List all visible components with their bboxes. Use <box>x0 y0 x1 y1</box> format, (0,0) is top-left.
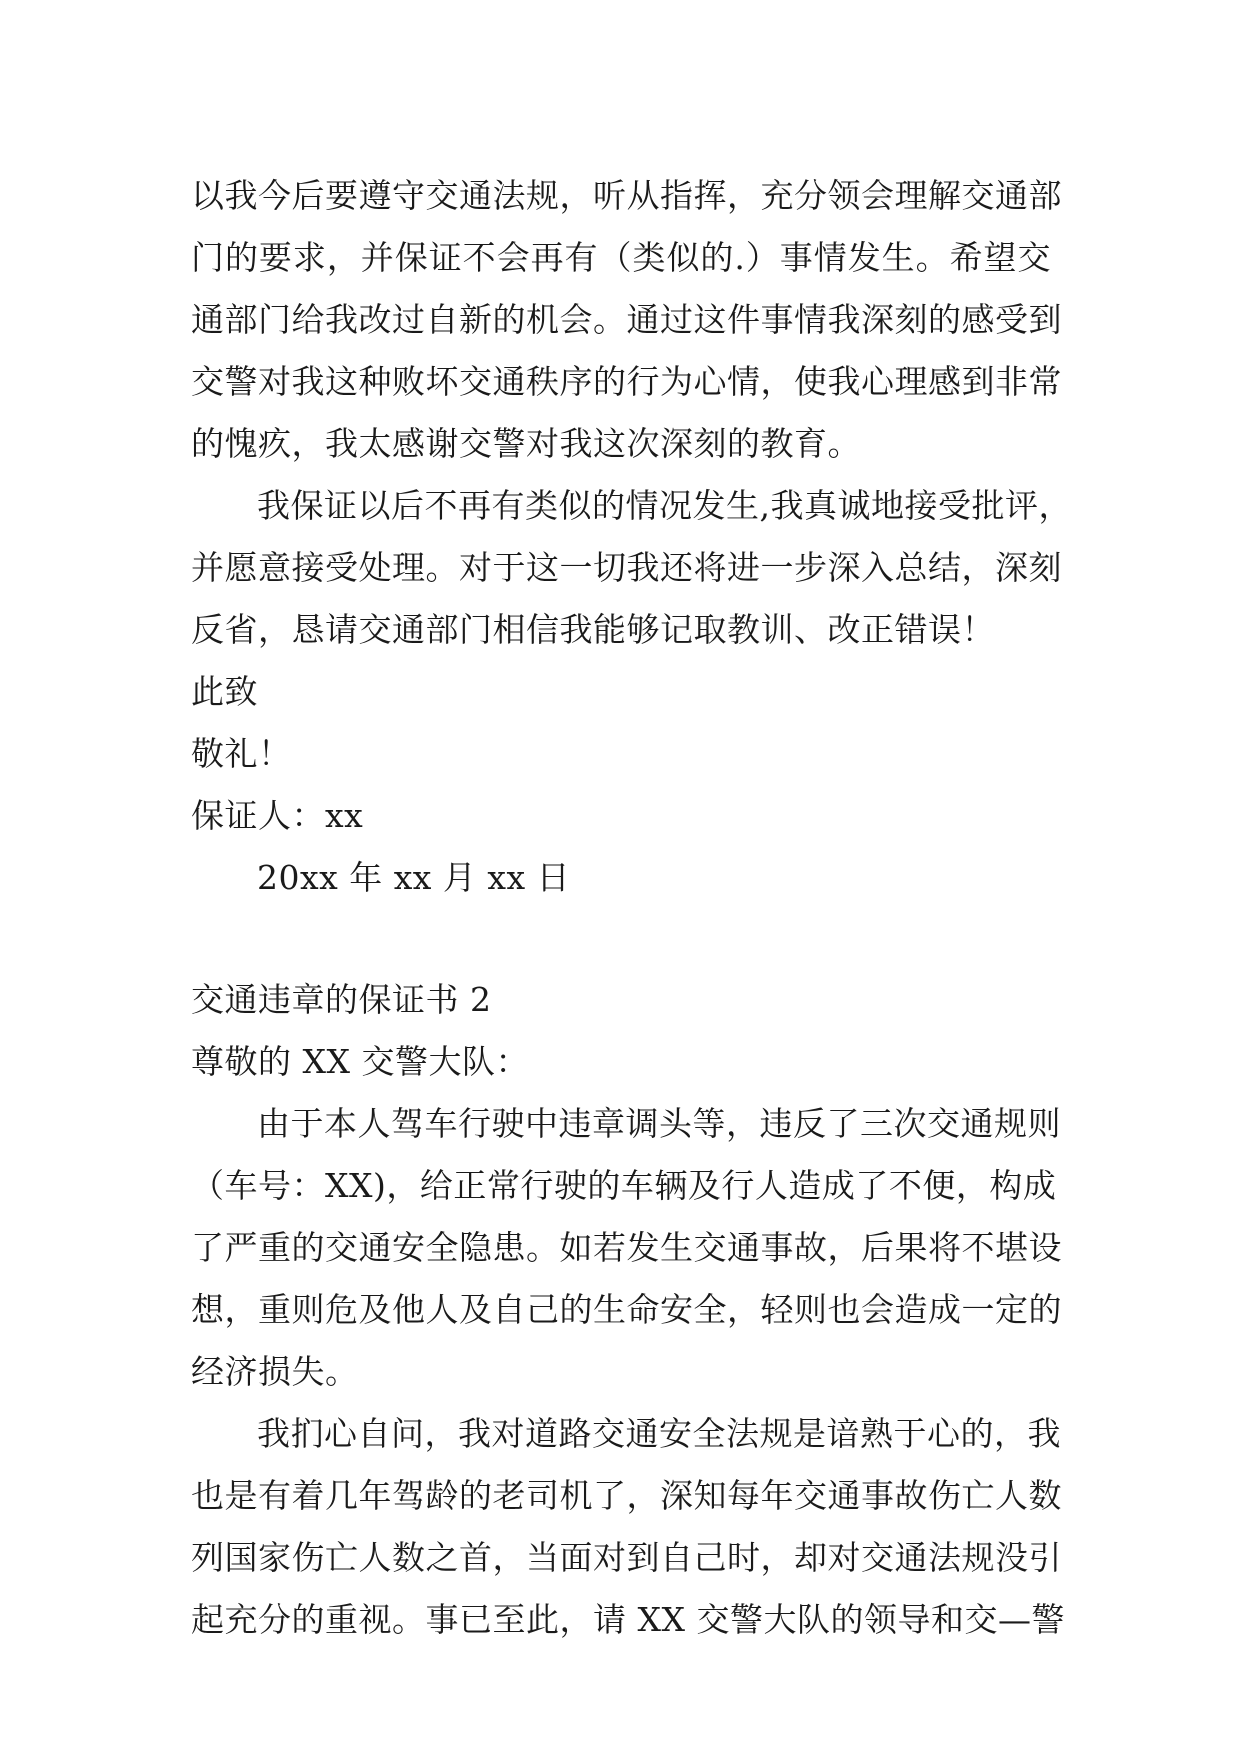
text-line: 以我今后要遵守交通法规，听从指挥，充分领会理解交通部 <box>191 176 1062 215</box>
text-line: 我保证以后不再有类似的情况发生,我真诚地接受批评， <box>257 486 1072 525</box>
closing-salutation: 此致 <box>191 672 258 711</box>
paragraph-1 <box>191 165 1062 475</box>
text-line: 列国家伤亡人数之首，当面对到自己时，却对交通法规没引 <box>191 1538 1062 1577</box>
text-line: 通部门给我改过自新的机会。通过这件事情我深刻的感受到 <box>191 300 1062 339</box>
text-line: 想，重则危及他人及自己的生命安全，轻则也会造成一定的 <box>191 1290 1062 1329</box>
paragraph-3 <box>191 1093 1062 1403</box>
text-line: 我扪心自问，我对道路交通安全法规是谙熟于心的，我 <box>257 1414 1061 1453</box>
section-title: 交通违章的保证书 2 <box>191 980 492 1019</box>
text-line: 由于本人驾车行驶中违章调头等，违反了三次交通规则 <box>257 1104 1061 1143</box>
text-line: 也是有着几年驾龄的老司机了，深知每年交通事故伤亡人数 <box>191 1476 1062 1515</box>
section-gap <box>191 909 1051 969</box>
text-line: 了严重的交通安全隐患。如若发生交通事故，后果将不堪设 <box>191 1228 1062 1267</box>
text-line: 经济损失。 <box>191 1352 359 1391</box>
text-line: 门的要求，并保证不会再有（类似的.）事情发生。希望交 <box>191 238 1051 277</box>
text-line: 交警对我这种败坏交通秩序的行为心情，使我心理感到非常 <box>191 362 1062 401</box>
text-line: 的愧疚，我太感谢交警对我这次深刻的教育。 <box>191 424 861 463</box>
closing-regards: 敬礼！ <box>191 734 292 773</box>
paragraph-4 <box>191 1403 1065 1651</box>
text-line: （车号：XX)，给正常行驶的车辆及行人造成了不便，构成 <box>191 1166 1057 1205</box>
paragraph-2 <box>191 475 1072 661</box>
text-line: 反省，恳请交通部门相信我能够记取教训、改正错误！ <box>191 610 995 649</box>
date: 20xx 年 xx 月 xx 日 <box>257 858 571 897</box>
signer: 保证人：xx <box>191 796 364 835</box>
salutation: 尊敬的 XX 交警大队： <box>191 1042 529 1081</box>
text-line: 起充分的重视。事已至此，请 XX 交警大队的领导和交—警 <box>191 1600 1065 1639</box>
document-page <box>191 165 1072 1651</box>
text-line: 并愿意接受处理。对于这一切我还将进一步深入总结，深刻 <box>191 548 1062 587</box>
